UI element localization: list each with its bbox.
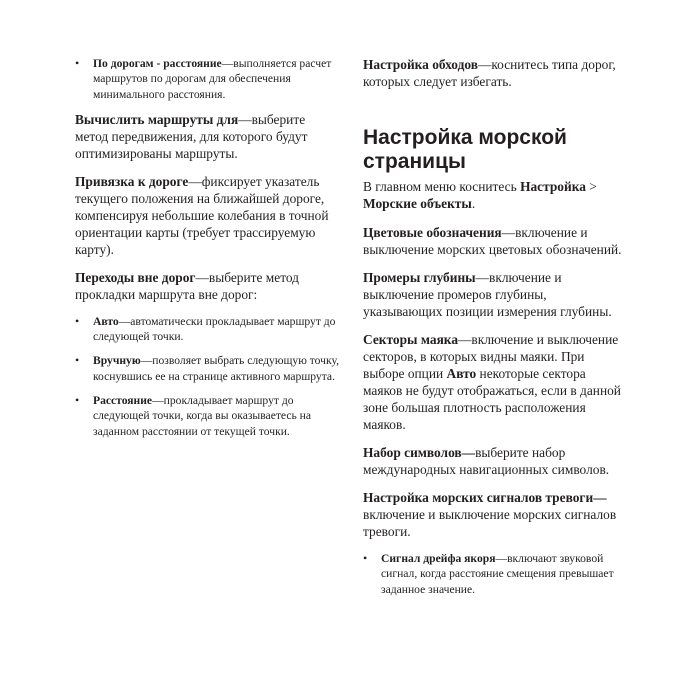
- option-title: Привязка к дороге: [75, 173, 189, 189]
- bullet-icon: •: [363, 551, 368, 565]
- option-title: Сигнал дрейфа якоря: [381, 552, 496, 565]
- option-title: Расстояние: [93, 394, 153, 408]
- intro-paragraph: [363, 178, 625, 212]
- option-value-auto: Авто: [446, 366, 477, 381]
- option-title: Настройка морских сигналов тревоги—: [363, 490, 607, 505]
- option-title: Авто: [93, 314, 119, 328]
- intro-text: В главном меню коснитесь: [363, 179, 521, 194]
- paragraph: [363, 331, 625, 433]
- option-description: —выполняется расчет маршрутов по дорогам для обеспечения минимального расстояния.: [93, 57, 332, 101]
- option-title: Вычислить маршруты для: [75, 111, 239, 127]
- bullet-list: [75, 314, 340, 439]
- paragraph: [363, 489, 625, 540]
- list-item: [75, 393, 340, 439]
- menu-path-settings: Настройка: [520, 179, 586, 194]
- option-description: —включают звуковой сигнал, когда расстояние смещения превышает заданное значение.: [381, 552, 614, 596]
- option-description: —выберите метод передвижения, для которого будут оптимизированы маршруты.: [75, 111, 308, 161]
- paragraph: [75, 173, 340, 258]
- option-description: —фиксирует указатель текущего положения на ближайшей дороге, компенсируя небольшие колебания в точной ориентации карты (требует трассируемую карту).: [75, 173, 329, 257]
- paragraph: [75, 111, 340, 162]
- paragraph: [363, 224, 625, 258]
- bullet-icon: •: [75, 56, 80, 70]
- option-description: —коснитесь типа дорог, которых следует избегать.: [363, 57, 616, 89]
- bullet-icon: •: [75, 353, 80, 368]
- list-item: [75, 353, 340, 384]
- option-title: По дорогам - расстояние: [93, 57, 222, 70]
- option-title: Цветовые обозначения: [363, 225, 502, 240]
- bullet-icon: •: [75, 313, 80, 328]
- option-description: —выберите метод прокладки маршрута вне дорог:: [75, 269, 299, 302]
- option-description: —прокладывает маршрут до следующей точки, когда вы оказываетесь на заданном расстоянии от текущей точки.: [93, 394, 312, 438]
- option-description: —включение и выключение секторов, в которых видны маяки. При выборе опции: [363, 332, 619, 381]
- paragraph: [363, 56, 625, 90]
- paragraph: [363, 269, 625, 320]
- option-description: —включение и выключение промеров глубины, указывающих позиции измерения глубины.: [363, 270, 612, 319]
- option-description: —автоматически прокладывает маршрут до следующей точки.: [93, 314, 336, 344]
- option-title: Переходы вне дорог: [75, 269, 196, 285]
- option-description: —включение и выключение морских цветовых обозначений.: [363, 225, 622, 257]
- section-heading: Настройка морской страницы: [363, 126, 567, 173]
- menu-path-separator: >: [585, 179, 597, 194]
- menu-path-marine: Морские объекты: [363, 196, 472, 211]
- list-item: [75, 314, 340, 345]
- option-title: Настройка обходов: [363, 57, 478, 72]
- list-item: [363, 551, 625, 597]
- paragraph: [75, 269, 340, 303]
- option-title: Промеры глубины: [363, 270, 476, 285]
- right-column: [363, 56, 625, 606]
- option-title: Вручную: [93, 354, 141, 368]
- option-description: некоторые сектора маяков не будут отображаться, если в данной зоне большая плотность расположения маяков.: [363, 366, 621, 432]
- option-title: Набор символов—: [363, 445, 476, 460]
- intro-end: .: [471, 196, 476, 211]
- option-description: —позволяет выбрать следующую точку, коснувшись ее на странице активного маршрута.: [93, 354, 340, 383]
- left-column: [75, 56, 340, 448]
- option-description: включение и выключение морских сигналов тревоги.: [363, 507, 617, 539]
- option-title: Секторы маяка: [363, 332, 459, 347]
- bullet-list: [363, 551, 625, 597]
- option-description: выберите набор международных навигационных символов.: [363, 445, 610, 477]
- list-item: [75, 56, 340, 102]
- paragraph: [363, 444, 625, 478]
- bullet-icon: •: [75, 393, 80, 408]
